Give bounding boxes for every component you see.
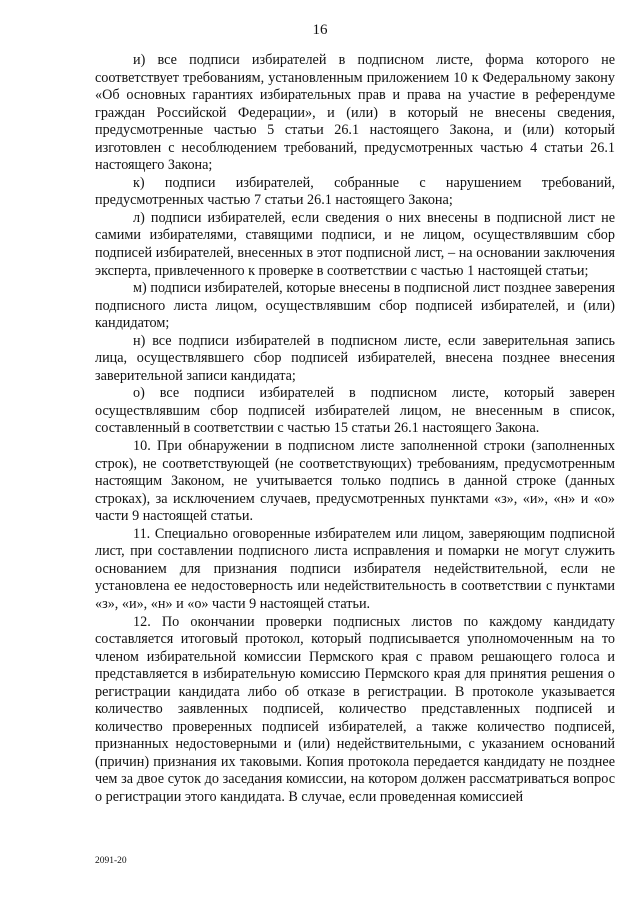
page-number: 16	[312, 22, 328, 38]
paragraph-item-n: н) все подписи избирателей в подписном листе, если заверительная запись лица, осуществлявшего сбор подписей избирателей, внесена позднее внесения заверительной записи кандидата;	[95, 332, 615, 384]
paragraph-part-10: 10. При обнаружении в подписном листе заполненной строки (заполненных строк), не соответствующей (не соответствующих) требованиям, предусмотренным настоящим Законом, не учитывается только подпись в данной строке (данных строках), за исключением случаев, предусмотренных пунктами «з», «и», «н» и «о» части 9 настоящей статьи.	[95, 438, 615, 525]
paragraph-item-m: м) подписи избирателей, которые внесены в подписной лист позднее заверения подписного листа лицом, осуществлявшим сбор подписей избирателей, и (или) кандидатом;	[95, 280, 615, 332]
paragraph-item-k: к) подписи избирателей, собранные с нарушением требований, предусмотренных частью 7 статьи 26.1 настоящего Закона;	[95, 174, 615, 209]
paragraph-item-i: и) все подписи избирателей в подписном листе, форма которого не соответствует требованиям, установленным приложением 10 к Федеральному закону «Об основных гарантиях избирательных прав и права на участие в референдуме граждан Российской Федерации», и (или) в который не внесены сведения, предусмотренные частью 5 статьи 26.1 настоящего Закона, и (или) который изготовлен с несоблюдением требований, предусмотренных частью 4 статьи 26.1 настоящего Закона;	[95, 52, 615, 174]
document-body	[95, 52, 615, 807]
paragraph-part-12: 12. По окончании проверки подписных листов по каждому кандидату составляется итоговый протокол, который подписывается уполномоченным на то членом избирательной комиссии Пермского края с правом решающего голоса и представляется в избирательную комиссию Пермского края для принятия решения о регистрации кандидата либо об отказе в регистрации. В протоколе указывается количество заявленных подписей, количество представленных подписей и количество проверенных подписей избирателей, а также количество подписей, признанных недостоверными и (или) недействительными, с указанием оснований (причин) признания их таковыми. Копия протокола передается кандидату не позднее чем за двое суток до заседания комиссии, на котором должен рассматриваться вопрос о регистрации этого кандидата. В случае, если проведенная комиссией	[95, 613, 615, 805]
document-code: 2091-20	[95, 856, 127, 866]
paragraph-part-11: 11. Специально оговоренные избирателем или лицом, заверяющим подписной лист, при составлении подписного листа исправления и помарки не могут служить основанием для признания подписи избирателя недействительной, если не установлена ее недостоверность или недействительность в соответствии с пунктами «з», «и», «н» и «о» части 9 настоящей статьи.	[95, 525, 615, 612]
paragraph-item-l: л) подписи избирателей, если сведения о них внесены в подписной лист не самими избирателями, ставящими подписи, и не лицом, осуществлявшим сбор подписей избирателей, внесенных в этот подписной лист, – на основании заключения эксперта, привлеченного к проверке в соответствии с частью 1 настоящей статьи;	[95, 209, 615, 279]
paragraph-item-o: о) все подписи избирателей в подписном листе, который заверен осуществлявшим сбор подписей избирателей лицом, не внесенным в список, составленный в соответствии с частью 15 статьи 26.1 настоящего Закона.	[95, 385, 615, 437]
